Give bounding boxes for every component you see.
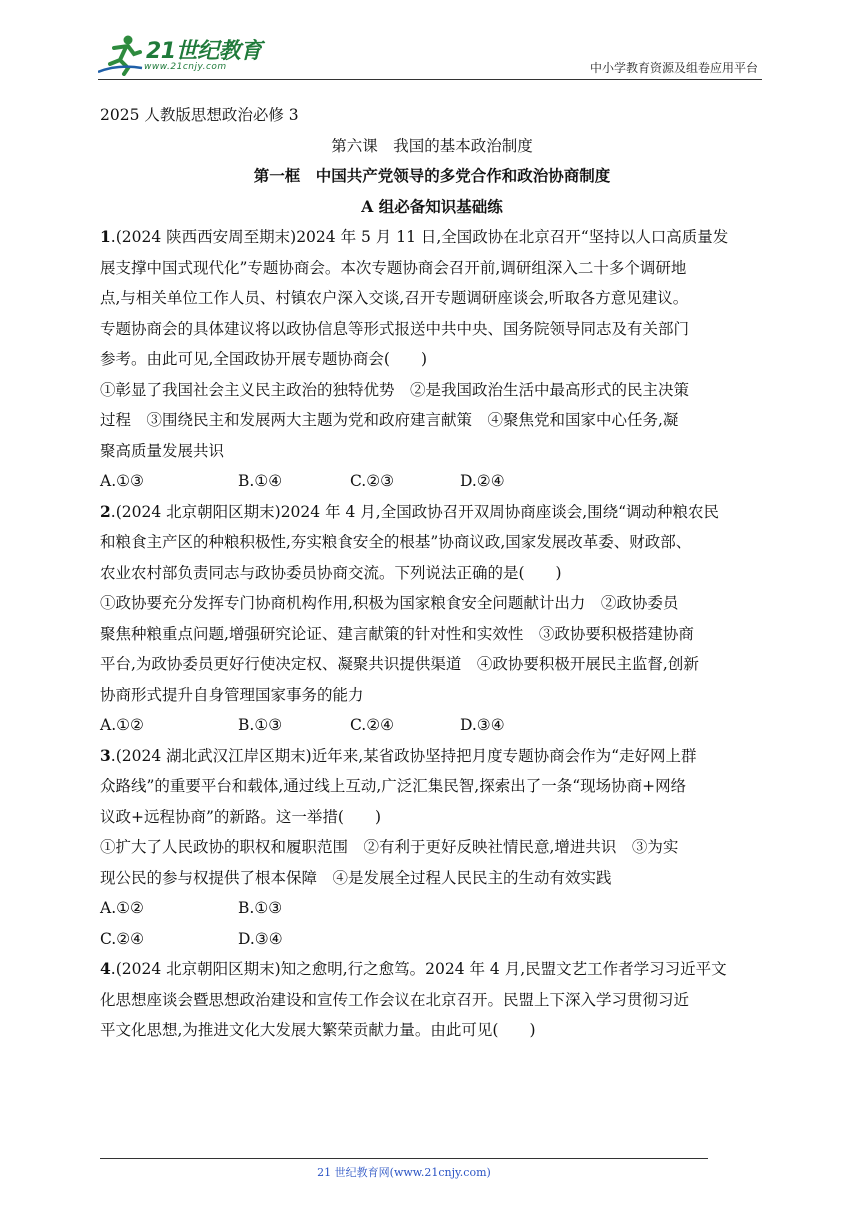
- question-stem-line: 和粮食主产区的种粮积极性,夯实粮食安全的根基”协商议政,国家发展改革委、财政部、: [100, 533, 692, 551]
- question-stem-line: 平文化思想,为推进文化大发展大繁荣贡献力量。由此可见( ): [100, 1021, 536, 1039]
- statement-line: 现公民的参与权提供了根本保障 ④是发展全过程人民民主的生动有效实践: [100, 868, 612, 887]
- question-stem-line: 展支撑中国式现代化”专题协商会。本次专题协商会召开前,调研组深入二十多个调研地: [100, 258, 687, 277]
- question-stem-line: 议政+远程协商”的新路。这一举措( ): [100, 807, 382, 826]
- options-row: [100, 924, 764, 955]
- question-stem-line: 参考。由此可见,全国政协开展专题协商会( ): [100, 350, 428, 368]
- footer-divider: [100, 1158, 708, 1159]
- statement-line: 聚高质量发展共识: [100, 441, 225, 460]
- logo-text: 21世纪教育: [146, 39, 262, 64]
- document-body: [100, 100, 764, 1046]
- question-number: 4: [100, 959, 111, 978]
- option-d: D.②④: [460, 472, 505, 490]
- stem-text: .(2024 北京朝阳区期末)2024 年 4 月,全国政协召开双周协商座谈会,围绕“调动种粮农民: [110, 502, 720, 521]
- section-title: 第一框 中国共产党领导的多党合作和政治协商制度: [253, 166, 611, 185]
- question-stem-line: [100, 741, 764, 772]
- statement-line: ①彰显了我国社会主义民主政治的独特优势 ②是我国政治生活中最高形式的民主决策: [100, 380, 690, 399]
- options-row: [100, 466, 764, 497]
- runner-icon: [98, 34, 144, 76]
- question-stem-line: [100, 222, 764, 253]
- option-a: A.①②: [100, 716, 144, 734]
- question-number: 2: [100, 501, 111, 521]
- stem-text: .(2024 北京朝阳区期末)知之愈明,行之愈笃。2024 年 4 月,民盟文艺工作者学习习近平文: [110, 960, 727, 978]
- option-c: C.②③: [350, 472, 395, 490]
- stem-text: .(2024 陕西西安周至期末)2024 年 5 月 11 日,全国政协在北京召开“坚持以人口高质量发: [110, 228, 729, 246]
- statement-line: ①扩大了人民政协的职权和履职范围 ②有利于更好反映社情民意,增进共识 ③为实: [100, 838, 679, 856]
- question-2: [100, 497, 764, 741]
- footer-link[interactable]: 21 世纪教育网(www.21cnjy.com): [317, 1166, 491, 1179]
- option-a: A.①③: [100, 472, 144, 490]
- site-logo: [98, 34, 268, 76]
- logo-url: www.21cnjy.com: [144, 62, 227, 72]
- option-d: D.③④: [238, 929, 283, 948]
- options-row: [100, 893, 764, 924]
- lesson-title: 第六课 我国的基本政治制度: [331, 136, 533, 155]
- option-d: D.③④: [460, 716, 505, 734]
- question-number: 1: [100, 227, 111, 246]
- statement-line: 过程 ③围绕民主和发展两大主题为党和政府建言献策 ④聚焦党和国家中心任务,凝: [100, 411, 679, 429]
- option-b: B.①③: [238, 716, 283, 734]
- option-b: B.①④: [238, 472, 283, 490]
- options-row: [100, 710, 764, 741]
- option-c: C.②④: [100, 929, 145, 948]
- question-3: [100, 741, 764, 955]
- question-stem-line: [100, 954, 764, 985]
- question-1: [100, 222, 764, 497]
- question-stem-line: 众路线”的重要平台和载体,通过线上互动,广泛汇集民智,探索出了一条“现场协商+网络: [100, 777, 687, 795]
- option-b: B.①③: [238, 899, 283, 917]
- question-stem-line: 农业农村部负责同志与政协委员协商交流。下列说法正确的是( ): [100, 563, 562, 582]
- question-number: 3: [100, 745, 111, 765]
- option-c: C.②④: [350, 716, 395, 734]
- page-header: [98, 30, 762, 80]
- statement-line: 协商形式提升自身管理国家事务的能力: [100, 685, 364, 704]
- doc-subtitle: 2025 人教版思想政治必修 3: [100, 106, 299, 124]
- question-4: [100, 954, 764, 1046]
- option-a: A.①②: [100, 899, 144, 917]
- question-stem-line: 点,与相关单位工作人员、村镇农户深入交谈,召开专题调研座谈会,听取各方意见建议。: [100, 289, 689, 307]
- group-title: A 组必备知识基础练: [361, 196, 503, 216]
- question-stem-line: [100, 497, 764, 528]
- header-tagline: 中小学教育资源及组卷应用平台: [589, 61, 758, 75]
- stem-text: .(2024 湖北武汉江岸区期末)近年来,某省政协坚持把月度专题协商会作为“走好网上群: [110, 746, 697, 765]
- statement-line: ①政协要充分发挥专门协商机构作用,积极为国家粮食安全问题献计出力 ②政协委员: [100, 594, 679, 612]
- statement-line: 聚焦种粮重点问题,增强研究论证、建言献策的针对性和实效性 ③政协要积极搭建协商: [100, 624, 694, 643]
- question-stem-line: 化思想座谈会暨思想政治建设和宣传工作会议在北京召开。民盟上下深入学习贯彻习近: [100, 990, 690, 1009]
- question-stem-line: 专题协商会的具体建议将以政协信息等形式报送中共中央、国务院领导同志及有关部门: [100, 319, 690, 338]
- statement-line: 平台,为政协委员更好行使决定权、凝聚共识提供渠道 ④政协要积极开展民主监督,创新: [100, 655, 699, 673]
- header-divider: [98, 79, 762, 80]
